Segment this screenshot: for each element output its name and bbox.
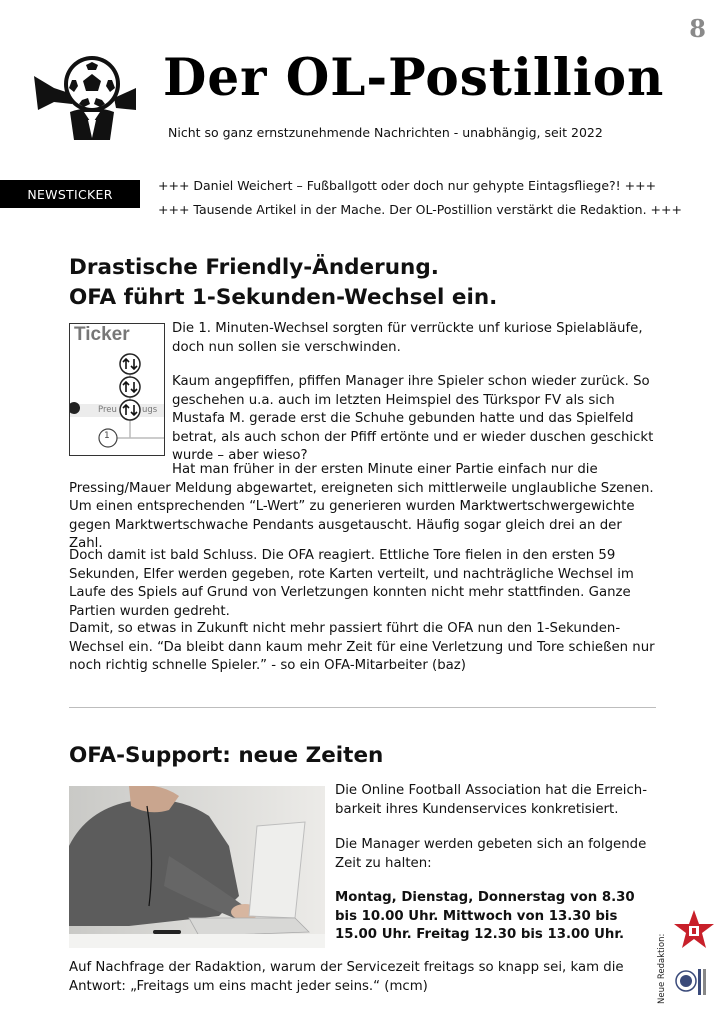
- masthead-title: Der OL-Postillion: [163, 48, 665, 108]
- article-paragraph: Die 1. Minuten-Wechsel sorgten für verrückte unf kuriose Spielabläufe, doch nun sollen sie verschwinden.: [172, 321, 643, 355]
- substitution-icon: [120, 354, 140, 374]
- newsticker-item: +++ Tausende Artikel in der Mache. Der OL-Postillion verstärkt die Redaktion. +++: [158, 202, 682, 217]
- article-paragraph-text: Hat man früher in der ersten Minute einer Partie einfach nur die Pressing/Mauer Meldung abgewartet, ereigneten sich mittlerweile unglaubliche Szenen. Um einen entsprechenden “L-Wert” zu generieren wurden Marktwertschwergewichte gegen Marktwertschwache Pendants ausgetauscht. Häufig sogar gleich drei an der Zahl.: [69, 462, 654, 551]
- substitution-icon: [120, 400, 140, 420]
- red-star-club-logo-icon: [672, 908, 716, 952]
- article-paragraph: [69, 461, 659, 554]
- service-hours: Montag, Dienstag, Donnerstag von 8.30 bis 10.00 Uhr. Mittwoch von 13.30 bis 15.00 Uhr. Freitag 12.30 bis 13.00 Uhr.: [335, 890, 635, 942]
- ticker-graphic-row-text: Preu: [98, 405, 117, 415]
- headline-line-1: Drastische Friendly-Änderung.: [69, 255, 439, 280]
- page-number: 8: [689, 14, 706, 43]
- ticker-graphic-row-text-right: ugs: [142, 405, 158, 415]
- postillion-logo-icon: [32, 54, 142, 140]
- article-paragraph: Kaum angepfiffen, pfiffen Manager ihre Spieler schon wieder zurück. So geschehen u.a. auch im letzten Heimspiel des Türkspor FV als sich Mustafa M. gerade erst die Schuhe gebunden hatte und das Spielfeld betrat, als auch schon der Pfiff ertönte und er wieder duschen geschickt wurde – aber wieso?: [172, 374, 654, 463]
- section-divider: [69, 707, 656, 708]
- article-headline: OFA-Support: neue Zeiten: [69, 743, 384, 768]
- ticker-graphic-minute: 1: [104, 431, 110, 441]
- article-paragraph: Damit, so etwas in Zukunft nicht mehr passiert führt die OFA nun den 1-Sekunden-Wechsel ein. “Da bleibt dann kaum mehr Zeit für eine Verletzung und Tore schießen nur noch richtig schnelle Spieler.” - so ein OFA-Mitarbeiter (baz): [69, 621, 655, 673]
- ticker-graphic-title: Ticker: [74, 324, 130, 345]
- redaktion-label: Neue Redaktion:: [657, 933, 667, 1004]
- substitution-icon: [120, 377, 140, 397]
- masthead-subtitle: Nicht so ganz ernstzunehmende Nachrichten - unabhängig, seit 2022: [168, 125, 603, 140]
- article-paragraph: Auf Nachfrage der Radaktion, warum der Servicezeit freitags so knapp sei, kam die Antwort: „Freitags um eins macht jeder seins.“ (mcm): [69, 960, 624, 994]
- ticker-graphic: [69, 323, 165, 456]
- newsticker-item: +++ Daniel Weichert – Fußballgott oder doch nur gehypte Eintagsfliege?! +++: [158, 178, 657, 193]
- club-crest-logo-icon: [674, 963, 714, 1003]
- article-headline: [69, 253, 669, 313]
- article-paragraph: Doch damit ist bald Schluss. Die OFA reagiert. Ettliche Tore fielen in den ersten 59 Sekunden, Elfer werden gegeben, rote Karten verteilt, und nachträgliche Wechsel im Laufe des Spiels auf Grund von Verletzungen konnten nicht mehr stattfinden. Ganze Partien wurden gedreht.: [69, 548, 634, 619]
- person-typing-laptop-photo: [69, 786, 325, 948]
- newsticker-label: NEWSTICKER: [0, 180, 140, 208]
- headline-line-2: OFA führt 1-Sekunden-Wechsel ein.: [69, 285, 498, 310]
- article-paragraph: Die Manager werden gebeten sich an folgende Zeit zu halten:: [335, 837, 647, 871]
- article-paragraph: Die Online Football Association hat die Erreich-barkeit ihres Kundenservices konkretisiert.: [335, 783, 648, 817]
